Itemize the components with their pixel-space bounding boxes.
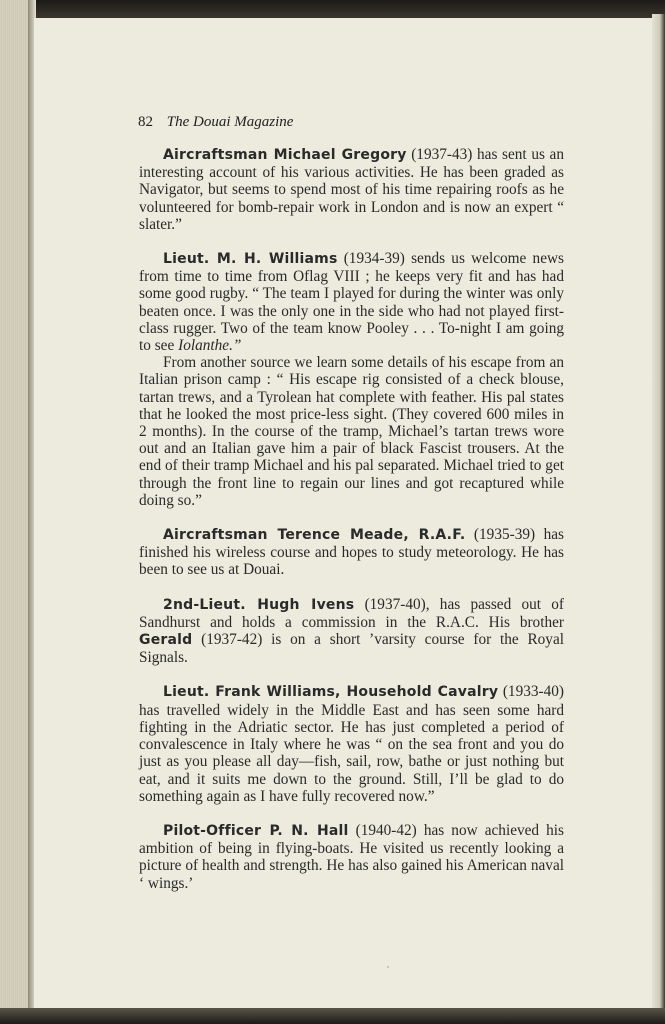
person-name: Pilot-Officer P. N. Hall	[163, 822, 349, 839]
paragraph-hall	[139, 822, 564, 892]
scan-bottom-edge	[0, 1008, 665, 1024]
page-number: 82	[138, 114, 153, 130]
page-speck	[387, 966, 389, 968]
paragraph-frank-williams	[139, 683, 564, 804]
paragraph-text: (1934-39) sends us welcome news from time to time from Oflag VIII ; he keeps very fit and has had some good rugby. “ The team I played for during the winter was only beaten once. I was the only one in the side who had not played first-class rugger. Two of the team know Pooley . . . To-night I am going to see	[139, 250, 564, 355]
paragraph-ivens	[139, 596, 564, 667]
paragraph-text: (1933-40) has travelled widely in the Middle East and has seen some hard fighting in the Adriatic sector. He has just completed a period of convalescence in Italy where he was “ on the sea front and you do just as you please all day—fish, sail, row, bathe or just nothing but eat, and it suits me down to the ground. Still, I’ll be glad to do something again as I have fully recovered now.”	[139, 683, 565, 805]
person-name: Lieut. Frank Williams, Household Cavalry	[163, 684, 499, 701]
article-body	[139, 146, 564, 892]
person-name-gerald: Gerald	[139, 632, 193, 649]
person-name: Aircraftsman Terence Meade, R.A.F.	[163, 527, 466, 544]
person-name: Lieut. M. H. Williams	[163, 251, 338, 268]
paragraph-text: (1940-42) has now achieved his ambition of being in flying-boats. He visited us recently looking a picture of health and strength. He has also gained his American naval ‘ wings.’	[139, 821, 564, 892]
running-header	[138, 114, 293, 131]
paragraph-text: (1937-40), has passed out of Sandhurst and holds a commission in the R.A.C. His brother	[139, 595, 564, 631]
paragraph-meade	[139, 526, 564, 579]
paragraph-gregory	[139, 146, 564, 233]
person-name: 2nd-Lieut. Hugh Ivens	[163, 596, 355, 613]
paragraph-text: (1937-42) is on a short ’varsity course for the Royal Signals.	[139, 631, 564, 667]
page-right-edge	[652, 14, 665, 1012]
paragraph-escape	[139, 354, 564, 509]
person-name: Aircraftsman Michael Gregory	[163, 147, 407, 163]
paragraph-text: From another source we learn some details of his escape from an Italian prison camp : “ His escape rig consisted of a check blouse, tartan trews, and a Tyrolean hat complete with feather. His pal states that he looked the most price-less sight. (They covered 600 miles in 2 months). In the course of the tramp, Michael’s tartan trews wore out and an Italian gave him a pair of black Fascist trousers. At the end of their tramp Michael and his pal separated. Michael tried to get through the front line to regain our lines and got recaptured while doing so.”	[139, 354, 564, 509]
paragraph-text: (1935-39) has finished his wireless course and hopes to study meteorology. He has been to see us at Douai.	[139, 526, 564, 579]
paragraph-m-h-williams	[139, 250, 564, 354]
magazine-title: The Douai Magazine	[166, 114, 294, 130]
paragraph-text: (1937-43) has sent us an interesting account of his various activities. He has been graded as Navigator, but seems to spend most of his time repairing roofs as he volunteered for bomb-repair work in London and is now an expert “ slater.”	[139, 146, 564, 233]
scan-top-edge	[0, 0, 665, 18]
italic-title: Iolanthe.”	[178, 337, 242, 355]
